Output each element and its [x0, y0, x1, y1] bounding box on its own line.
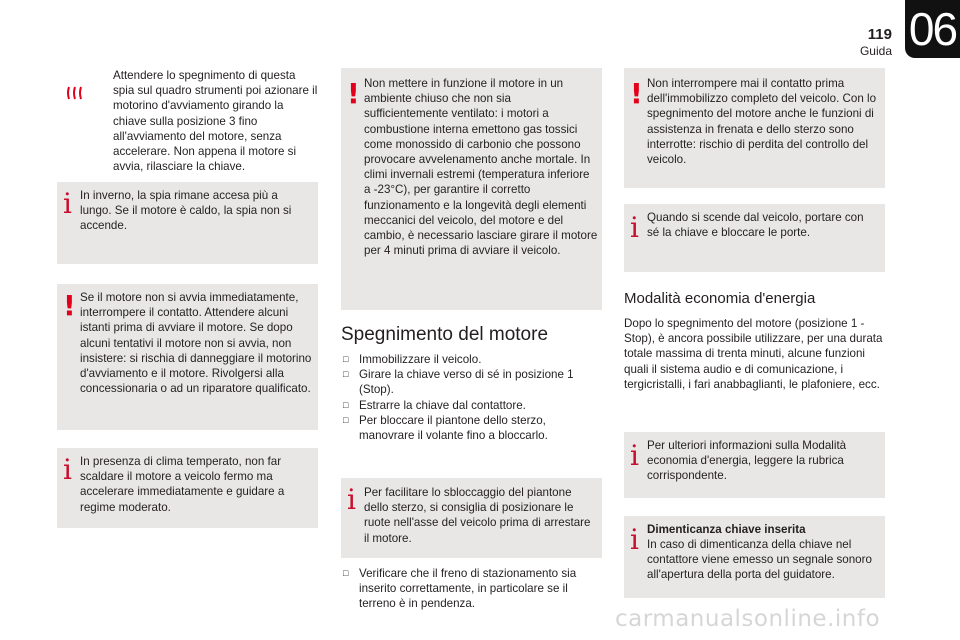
engine-stop-steps	[341, 352, 603, 443]
info-icon: i	[630, 211, 639, 244]
info-text-steering: Per facilitare lo sbloccaggio del piantone dello sterzo, si consiglia di posizionare le ruote nell'asse del veicolo prima di arrestare il motore.	[364, 486, 591, 545]
list-item: □ Per bloccare il piantone dello sterzo, manovrare il volante fino a bloccarlo.	[341, 413, 603, 443]
info-text-key: Quando si scende dal veicolo, portare con sé la chiave e bloccare le porte.	[647, 211, 864, 240]
info-icon: i	[630, 439, 639, 472]
info-icon: i	[63, 453, 72, 486]
list-item: □ Girare la chiave verso di sé in posizione 1 (Stop).	[341, 367, 603, 397]
info-forgotten-key-title: Dimenticanza chiave inserita	[647, 523, 806, 536]
info-box-energy	[624, 432, 885, 498]
list-item: □ Estrarre la chiave dal contattore.	[341, 398, 603, 413]
info-text-energy: Per ulteriori informazioni sulla Modalità economia d'energia, leggere la rubrica corrispondente.	[647, 439, 847, 483]
info-icon: i	[630, 523, 639, 556]
info-box-forgotten-key	[624, 516, 885, 598]
parking-brake-step	[341, 566, 603, 612]
energy-economy-paragraph: Dopo lo spegnimento del motore (posizione 1 - Stop), è ancora possibile utilizzare, per una durata totale massima di trenta minuti, alcune funzioni quali il sistema audio e di comunicazione, i tergicristalli, i fari anabbaglianti, le plafoniere, ecc.	[624, 317, 883, 391]
warning-text-start: Se il motore non si avvia immediatamente, interrompere il contatto. Attendere alcuni istanti prima di avviare il motore. Se dopo alcuni tentativi il motore non si avvia, non insistere: si rischia di danneggiare il motorino d'avviamento e il motore. Rivolgersi alla concessionaria o ad un riparatore qualificato.	[80, 291, 312, 396]
list-item: □ Immobilizzare il veicolo.	[341, 352, 603, 367]
section-label: Guida	[859, 44, 892, 58]
watermark: carmanualsonline.info	[615, 606, 881, 632]
warning-icon: !	[630, 77, 643, 110]
info-box-key	[624, 204, 885, 272]
list-item: □ Verificare che il freno di stazionamento sia inserito correttamente, in particolare se il terreno è in pendenza.	[341, 566, 603, 612]
page-number: 119	[867, 26, 892, 43]
warning-text-ignition: Non interrompere mai il contatto prima dell'immobilizzo completo del veicolo. Con lo spegnimento del motore anche le funzioni di assistenza in frenata e dello sterzo sono interrotte: rischio di perdita del controllo del veicolo.	[647, 77, 877, 167]
preheat-note: Attendere lo spegnimento di questa spia sul quadro strumenti poi azionare il motorino d'avviamento girando la chiave sulla posizione 3 fino all'avviamento del motore, senza accelerare. Non appena il motore si avvia, rilasciare la chiave.	[113, 69, 318, 174]
info-icon: i	[347, 483, 356, 516]
info-box-climate	[57, 448, 318, 528]
warning-box-start	[57, 284, 318, 430]
info-text-winter: In inverno, la spia rimane accesa più a lungo. Se il motore è caldo, la spia non si accende.	[80, 189, 292, 233]
warning-box-ignition	[624, 68, 885, 188]
info-box-steering	[341, 478, 602, 558]
preheat-icon	[66, 86, 86, 105]
info-forgotten-key-body: In caso di dimenticanza della chiave nel contattore viene emesso un segnale sonoro all'apertura della porta del guidatore.	[647, 538, 872, 582]
info-box-winter	[57, 182, 318, 264]
warning-box-exhaust	[341, 68, 602, 310]
info-icon: i	[63, 187, 72, 220]
heading-energy-economy: Modalità economia d'energia	[624, 290, 816, 307]
warning-icon: !	[63, 289, 76, 322]
heading-engine-stop: Spegnimento del motore	[341, 324, 549, 345]
warning-icon: !	[347, 77, 360, 110]
chapter-tab: 06	[905, 0, 960, 58]
warning-text-exhaust: Non mettere in funzione il motore in un ambiente chiuso che non sia sufficientemente ventilato: i motori a combustione interna emettono gas tossici come monossido di carbonio che possono provocare avvelenamento anche mortale. In climi invernali estremi (temperatura inferiore a -23°C), per garantire il corretto funzionamento e la longevità degli elementi meccanici del veicolo, del motore e del cambio, è necessario lasciare girare il motore per 4 minuti prima di avviare il veicolo.	[364, 77, 598, 258]
info-text-climate: In presenza di clima temperato, non far scaldare il motore a veicolo fermo ma accelerare immediatamente e guidare a regime moderato.	[80, 455, 285, 514]
